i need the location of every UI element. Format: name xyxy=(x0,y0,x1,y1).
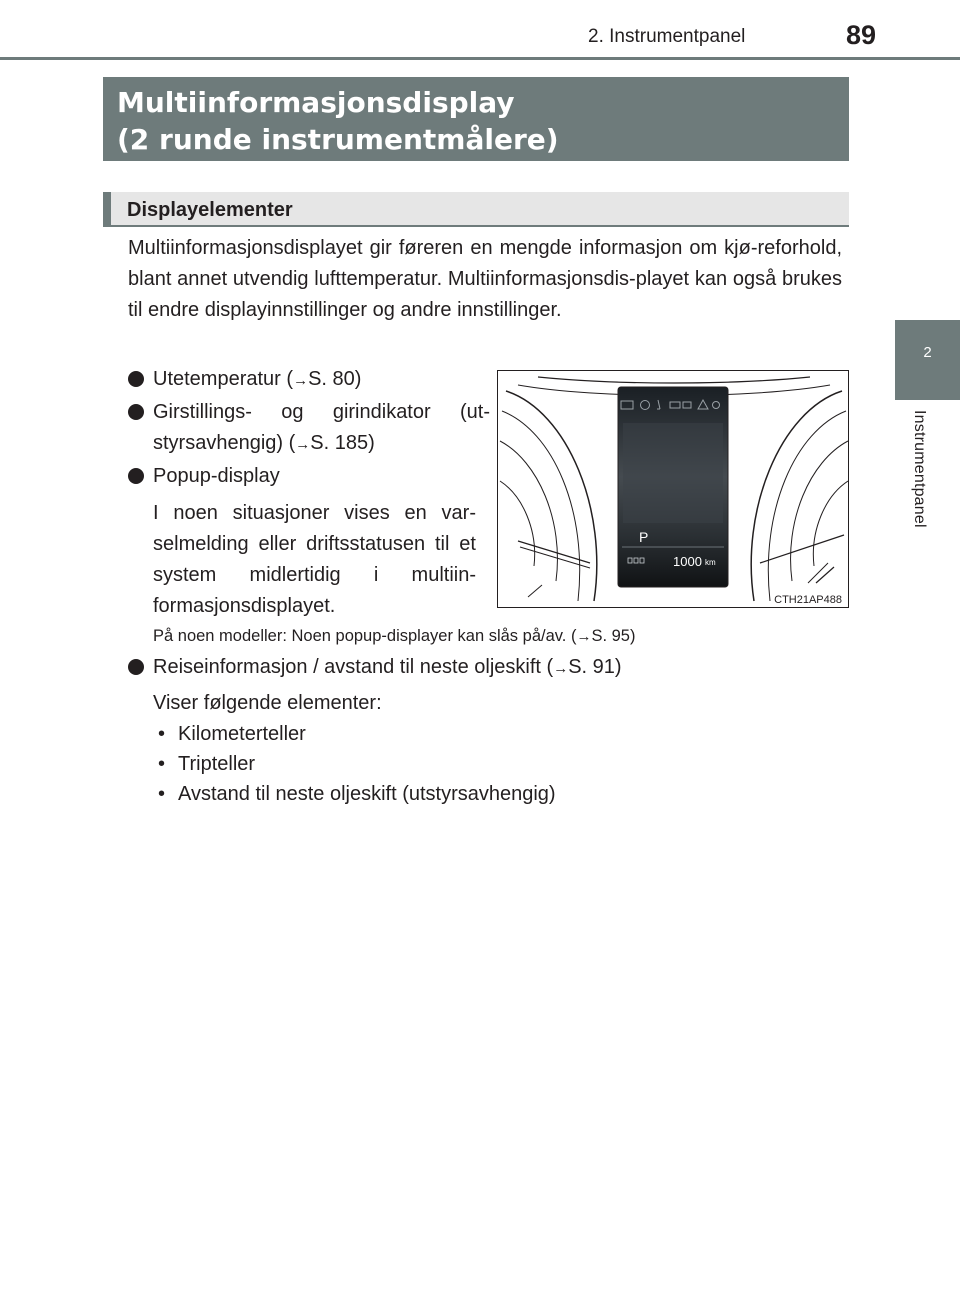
trip-shows-label: Viser følgende elementer: xyxy=(153,692,382,714)
list-item: • Avstand til neste oljeskift (utstyrsavhengig) xyxy=(158,779,556,809)
note-text: På noen modeller: Noen popup-displayer kan slås på/av. ( xyxy=(153,627,577,645)
odometer-readout: 1000 xyxy=(673,554,702,569)
bullet-label: Popup-display xyxy=(153,465,280,487)
popup-note xyxy=(153,627,635,646)
section-title-line-2: (2 runde instrumentmålere) xyxy=(117,123,559,156)
bullet-dot-icon xyxy=(128,371,144,387)
arrow-icon: → xyxy=(553,660,569,677)
chapter-number: 2 xyxy=(923,344,932,361)
arrow-icon: → xyxy=(295,436,311,453)
section-title-line-1: Multiinformasjonsdisplay xyxy=(117,86,515,119)
bullet-label-continued: styrsavhengig) ( xyxy=(153,432,296,454)
bullet-label: Reiseinformasjon / avstand til neste oljeskift ( xyxy=(153,656,554,678)
instrument-cluster-figure xyxy=(497,370,849,608)
arrow-icon: → xyxy=(293,372,309,389)
page-reference-link[interactable]: S. 95) xyxy=(591,627,636,645)
cluster-illustration xyxy=(498,371,849,608)
chapter-tab[interactable] xyxy=(895,320,960,400)
list-item: • Kilometerteller xyxy=(158,719,556,749)
bullet-dot-icon xyxy=(128,404,144,420)
trip-items-list xyxy=(158,719,556,809)
popup-description: I noen situasjoner vises en var-selmelding eller driftsstatusen til et system midlertidig i multiin-formasjonsdisplayet. xyxy=(153,502,476,617)
page-number: 89 xyxy=(846,20,877,50)
gear-position-readout: P xyxy=(639,529,649,545)
page-reference-link[interactable]: S. 91) xyxy=(568,656,622,678)
figure-code: CTH21AP488 xyxy=(774,594,842,606)
chapter-label: Instrumentpanel xyxy=(911,410,928,528)
arrow-icon: → xyxy=(576,628,592,645)
odometer-unit: km xyxy=(705,558,716,567)
page-reference-link[interactable]: S. 80) xyxy=(308,368,362,390)
header-rule xyxy=(0,57,960,60)
bullet-dot-icon xyxy=(128,468,144,484)
bullet-label: Girstillings- og girindikator (ut- xyxy=(153,401,490,423)
intro-paragraph: Multiinformasjonsdisplayet gir føreren en mengde informasjon om kjø-reforhold, blant annet utvendig lufttemperatur. Multiinformasjonsdis-playet kan også brukes til endre displayinnstillinger og andre innstillinger. xyxy=(128,237,842,321)
page-reference-link[interactable]: S. 185) xyxy=(310,432,375,454)
list-item: • Tripteller xyxy=(158,749,556,779)
bullet-dot-icon xyxy=(128,659,144,675)
subsection-heading: Displayelementer xyxy=(103,192,849,227)
section-title xyxy=(103,77,849,161)
header-title: 2. Instrumentpanel xyxy=(588,26,746,47)
bullet-label: Utetemperatur ( xyxy=(153,368,294,390)
